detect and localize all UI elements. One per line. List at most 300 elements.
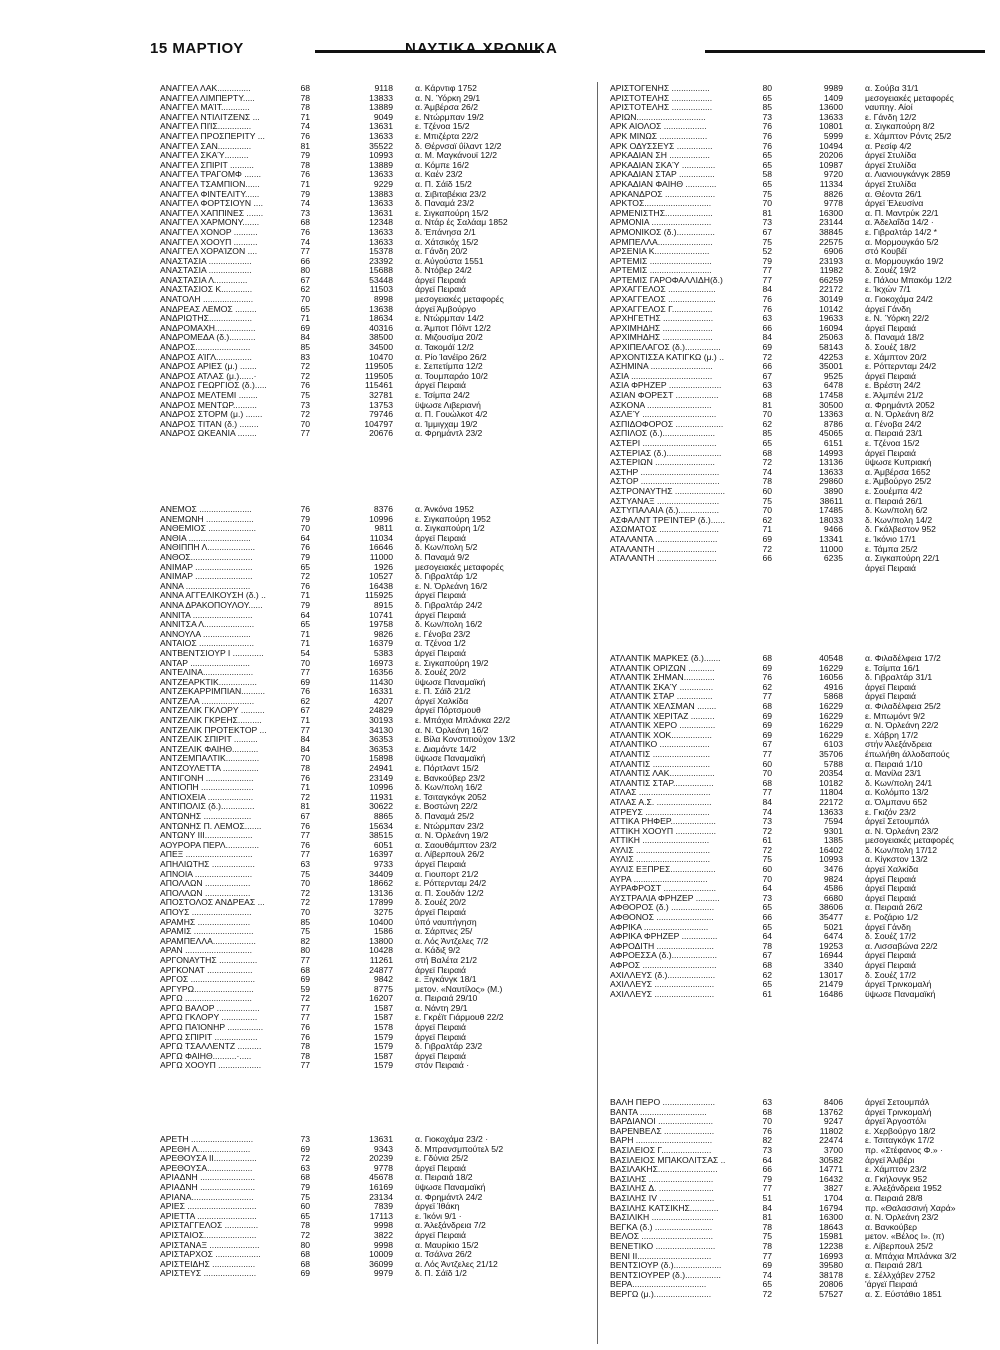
ship-status: α. Τουμπαράο 10/2 bbox=[415, 370, 488, 381]
ship-name: ΑΥΡΑΦΡΟΣΤ ...................... bbox=[610, 883, 716, 894]
build-year: 64 bbox=[762, 931, 772, 942]
ship-status: α. Γιοκοχάμα 23/2 · bbox=[415, 1134, 489, 1144]
tonnage: 20354 bbox=[819, 768, 843, 779]
tonnage: 10494 bbox=[819, 140, 843, 151]
ship-status: άργεϊ Πειραιά bbox=[415, 284, 466, 295]
tonnage: 13883 bbox=[369, 188, 393, 199]
tonnage: 8826 bbox=[823, 188, 843, 199]
ship-name: ΑΤΛΑΣ .............................. bbox=[610, 787, 711, 798]
tonnage: 42253 bbox=[819, 351, 843, 362]
tonnage: 6474 bbox=[823, 931, 843, 942]
ship-name: ΑΝΑΣΤΑΣΙΑ .................. bbox=[160, 265, 252, 276]
ship-name: ΑΤΛΑΝΤΙΚ ΧΕΡΙΤΑΖ .......... bbox=[610, 710, 715, 721]
ship-name: ΑΡΚΑΔΙΑΝ ΣΚΑΎ .............. bbox=[610, 159, 716, 170]
ship-name: ΑΝΤΙΓΟΝΗ .................... bbox=[160, 772, 254, 783]
ship-status: δ. Κων/πολη 16/2 bbox=[415, 619, 483, 630]
ship-status: ϋψωσε Παναμαϊκή bbox=[415, 1181, 486, 1192]
ship-entry-row bbox=[160, 1061, 590, 1071]
ship-status: άργεϊ Τρινκομαλή bbox=[865, 1106, 932, 1117]
tonnage: 5999 bbox=[823, 130, 843, 141]
ship-status: α. Άμποτ Πόϊντ 12/2 bbox=[415, 322, 491, 333]
tonnage: 12238 bbox=[819, 1240, 843, 1251]
tonnage: 23144 bbox=[819, 217, 843, 228]
ship-status: ϋψωσε Κυπριακή bbox=[865, 457, 932, 468]
ship-name: ΑΝΤΩΝΗΣ .................... bbox=[160, 811, 252, 821]
ship-status: ε. Ροζάριο 1/2 bbox=[865, 912, 919, 923]
ship-list-block bbox=[610, 84, 995, 573]
tonnage: 1704 bbox=[823, 1192, 843, 1203]
ship-name: ΑΤΤΙΚΗ ΧΟΟΥΠ ................. bbox=[610, 825, 717, 836]
build-year: 76 bbox=[300, 226, 310, 237]
ship-name: ΑΡΓΥΡΩ......................... bbox=[160, 983, 254, 994]
ship-name: ΑΝΙΜΑΡ ........................ bbox=[160, 571, 253, 582]
tonnage: 34409 bbox=[369, 868, 393, 879]
ship-status: α. Φιλαδέλφεια 17/2 bbox=[865, 653, 941, 663]
tonnage: 53448 bbox=[369, 274, 393, 285]
ship-name: ΑΡΑΜΗΣ ...................... bbox=[160, 916, 251, 927]
ship-name: ΑΝΕΜΟΣ ...................... bbox=[160, 504, 252, 514]
ship-status: α. Πειραιά 28/8 bbox=[865, 1192, 923, 1203]
build-year: 69 bbox=[300, 974, 310, 985]
ship-status: α. Π. Σουδάν 12/2 bbox=[415, 887, 484, 898]
ship-status: δ. Π. Σάϊδ 1/2 bbox=[415, 1268, 467, 1279]
ship-status: δ. Παναμά 18/2 bbox=[865, 332, 925, 343]
ship-name: ΑΡΙΣΤΑΙΟΣ...................... bbox=[160, 1229, 257, 1240]
tonnage: 3275 bbox=[373, 906, 393, 917]
ship-name: ΑΝΝΟΥΛΑ .................... bbox=[160, 628, 251, 639]
ship-name: ΑΡΧΑΓΓΕΛΟΣ Γ................. bbox=[610, 303, 713, 314]
ship-name: ΑΤΛΑΝΤΙΚ ΧΟΚ................. bbox=[610, 729, 712, 740]
ship-status: ε. Ν. Όρλεάνη 16/2 bbox=[415, 580, 488, 591]
ship-status: α. Πειραιά 18/2 bbox=[415, 1172, 473, 1183]
build-year: 81 bbox=[300, 140, 310, 151]
ship-name: ΑΡΙΑΔΝΗ ....................... bbox=[160, 1181, 256, 1192]
build-year: 62 bbox=[762, 418, 772, 429]
build-year: 76 bbox=[300, 580, 310, 591]
ship-name: ΑΣΤΗΡ ................................. bbox=[610, 466, 720, 477]
tonnage: 1578 bbox=[373, 1022, 393, 1033]
tonnage: 13631 bbox=[369, 207, 393, 218]
build-year: 69 bbox=[762, 342, 772, 353]
ship-name: ΑΤΑΛΑΝΤΑ .......................... bbox=[610, 533, 718, 544]
build-year: 82 bbox=[300, 935, 310, 946]
build-year: 85 bbox=[762, 102, 772, 113]
ship-status: ε. Άμβούργο 25/2 bbox=[865, 476, 932, 487]
tonnage: 5868 bbox=[823, 691, 843, 702]
build-year: 65 bbox=[762, 921, 772, 932]
tonnage: 8406 bbox=[823, 1097, 843, 1107]
build-year: 69 bbox=[762, 720, 772, 731]
ship-status: άργεϊ Πειραιά bbox=[865, 950, 916, 961]
build-year: 74 bbox=[762, 466, 772, 477]
column-divider bbox=[597, 82, 598, 1344]
ship-status: α. Μανίλα 23/1 bbox=[865, 768, 922, 779]
tonnage: 10142 bbox=[819, 303, 843, 314]
ship-status: ε. Σιγκαπούρη 19/2 bbox=[415, 657, 489, 668]
build-year: 72 bbox=[762, 1288, 772, 1299]
build-year: 69 bbox=[300, 1268, 310, 1279]
ship-name: ΑΝΤΑΙΟΣ ....................... bbox=[160, 638, 254, 649]
build-year: 85 bbox=[300, 916, 310, 927]
tonnage: 1385 bbox=[823, 835, 843, 846]
ship-status: α. Κολόμπο 13/2 bbox=[865, 787, 929, 798]
build-year: 69 bbox=[300, 676, 310, 687]
build-year: 67 bbox=[762, 226, 772, 237]
ship-name: ΑΦΘΟΝΟΣ ........................ bbox=[610, 912, 714, 923]
tonnage: 13633 bbox=[819, 806, 843, 817]
build-year: 75 bbox=[762, 495, 772, 506]
build-year: 63 bbox=[300, 858, 310, 869]
tonnage: 16207 bbox=[369, 993, 393, 1004]
tonnage: 3476 bbox=[823, 864, 843, 875]
ship-status: α. Μ. Μαγκάνουϊ 12/2 bbox=[415, 150, 498, 161]
ship-name: ΑΤΑΛΑΝΤΗ ......................... bbox=[610, 543, 717, 554]
tonnage: 16646 bbox=[369, 542, 393, 553]
ship-name: ΑΝΤΙΟΧΕΙΑ ................... bbox=[160, 791, 254, 802]
build-year: 63 bbox=[762, 380, 772, 391]
tonnage: 9778 bbox=[823, 198, 843, 209]
ship-status: α. Άμβέρσα 1652 bbox=[865, 466, 931, 477]
ship-status: άργεϊ Πειραιά bbox=[865, 322, 916, 333]
tonnage: 13017 bbox=[819, 969, 843, 980]
build-year: 72 bbox=[762, 351, 772, 362]
ship-name: ΑΡΓΩ ΣΠΙΡΙΤ .................. bbox=[160, 1031, 258, 1042]
ship-status: ε. Ξιγκάνγκ 18/1 bbox=[415, 974, 477, 985]
ship-name: ΒΑΡΔΙΑΝΟΙ ....................... bbox=[610, 1116, 713, 1127]
ship-status: α. Θέοντα 26/1 bbox=[865, 188, 922, 199]
ship-status: α. Τσάλνα 26/2 bbox=[415, 1249, 472, 1260]
tonnage: 1579 bbox=[373, 1031, 393, 1042]
tonnage: 13363 bbox=[819, 409, 843, 420]
tonnage: 14993 bbox=[819, 447, 843, 458]
ship-status: ε. Ίκόνιο 17/1 bbox=[865, 533, 916, 544]
build-year: 82 bbox=[762, 1135, 772, 1146]
tonnage: 119505 bbox=[364, 370, 393, 381]
build-year: 65 bbox=[762, 150, 772, 161]
tonnage: 9778 bbox=[373, 1162, 393, 1173]
build-year: 65 bbox=[762, 979, 772, 990]
tonnage: 34130 bbox=[369, 724, 393, 735]
tonnage: 15981 bbox=[819, 1231, 843, 1242]
tonnage: 3700 bbox=[823, 1144, 843, 1155]
build-year: 76 bbox=[300, 169, 310, 180]
ship-status: δ. Σουέζ 20/2 bbox=[415, 667, 467, 678]
build-year: 76 bbox=[762, 140, 772, 151]
build-year: 70 bbox=[300, 753, 310, 764]
tonnage: 10527 bbox=[369, 571, 393, 582]
tonnage: 13762 bbox=[819, 1106, 843, 1117]
tonnage: 22575 bbox=[819, 236, 843, 247]
build-year: 71 bbox=[300, 628, 310, 639]
tonnage: 16973 bbox=[369, 657, 393, 668]
tonnage: 13633 bbox=[819, 466, 843, 477]
ship-name: ΑΝΤΖΕΛΙΚ ΓΚΡΕΗΣ.......... bbox=[160, 715, 262, 726]
ship-name: ΑΡΙΣΤΕΥΣ ...................... bbox=[160, 1268, 257, 1279]
tonnage: 9998 bbox=[373, 1239, 393, 1250]
ship-name: ΑΝΝΙΤΑ ......................... bbox=[160, 609, 253, 620]
tonnage: 18643 bbox=[819, 1221, 843, 1232]
build-year: 68 bbox=[762, 1106, 772, 1117]
ship-status: 'άργεϊ Πειραιά bbox=[865, 1279, 918, 1290]
build-year: 60 bbox=[762, 758, 772, 769]
build-year: 72 bbox=[300, 897, 310, 908]
tonnage: 36353 bbox=[369, 743, 393, 754]
ship-name: ΑΣΩΜΑΤΟΣ ......................... bbox=[610, 524, 719, 535]
build-year: 61 bbox=[762, 835, 772, 846]
ship-status: α. Ρίο Ίανέϊρο 26/2 bbox=[415, 351, 487, 362]
ship-name: ΒΕΛΟΣ .............................. bbox=[610, 1231, 714, 1242]
ship-status: άργεϊ Πειραιά bbox=[415, 532, 466, 543]
ship-status: άργεϊ Στυλίδα bbox=[865, 150, 917, 161]
build-year: 84 bbox=[762, 1202, 772, 1213]
ship-status: ε. Τζένοα 15/2 bbox=[865, 437, 920, 448]
ship-name: ΑΥΛΙΣ ΕΞΠΡΕΣ................... bbox=[610, 864, 716, 875]
ship-status: ε. Τσιταγκόγκ 17/2 bbox=[865, 1135, 935, 1146]
ship-name: ΑΡΣΕΝΙΑ Κ....................... bbox=[610, 246, 710, 257]
ship-status: δ. Σουέζ 18/2 bbox=[865, 342, 917, 353]
ship-status: α. Γιουπορτ 21/2 bbox=[415, 868, 479, 879]
build-year: 73 bbox=[300, 1134, 310, 1144]
tonnage: 8998 bbox=[373, 294, 393, 305]
ship-name: ΑΤΤΙΚΗ ............................ bbox=[610, 835, 710, 846]
tonnage: 6235 bbox=[823, 553, 843, 564]
ship-status: α. Γένοβα 24/2 bbox=[865, 418, 922, 429]
ship-name: ΑΝΑΓΓΕΛ ΧΟΝΟΡ .......... bbox=[160, 226, 258, 237]
build-year: 69 bbox=[762, 662, 772, 673]
tonnage: 16229 bbox=[819, 700, 843, 711]
ship-status: δ. Ντόβερ 24/2 bbox=[415, 265, 472, 276]
ship-name: ΑΡΚ ΑΙΟΛΟΣ .................. bbox=[610, 121, 707, 132]
ship-status: ε. Ν. Ύόρκη 22/2 bbox=[865, 313, 930, 324]
ship-name: ΑΦΡΟΣ ............................... bbox=[610, 960, 717, 970]
build-year: 77 bbox=[300, 954, 310, 965]
tonnage: 9118 bbox=[374, 83, 393, 93]
ship-name: ΑΡΓΩ ΤΣΑΛΛΕΝΤΖ .......... bbox=[160, 1041, 262, 1052]
build-year: 72 bbox=[300, 887, 310, 898]
ship-status: ε. Χερβούργο 18/2 bbox=[865, 1125, 936, 1136]
tonnage: 16229 bbox=[819, 720, 843, 731]
ship-name: ΒΕΝΤΣΙΟΥΡΕΡ (δ.)............... bbox=[610, 1269, 721, 1280]
tonnage: 23149 bbox=[369, 772, 393, 783]
tonnage: 22172 bbox=[819, 796, 843, 807]
build-year: 77 bbox=[762, 1250, 772, 1261]
ship-status: ε. Γδύνια 25/2 bbox=[415, 1153, 469, 1164]
ship-status: α. Σιγκαπούρη 22/1 bbox=[865, 553, 940, 564]
build-year: 70 bbox=[300, 294, 310, 305]
ship-name: ΑΡΚΑΝΔΡΟΣ ..................... bbox=[610, 188, 716, 199]
ship-status: άργεϊ Σετουμπάλ bbox=[865, 816, 930, 827]
ship-status: ε. Μπωμόντ 9/2 bbox=[865, 710, 926, 721]
ship-name: ΑΤΛΑΝΤΙΚ ΧΕΡΟ ............... bbox=[610, 720, 716, 731]
ship-status: α. Πειραιά 28/1 bbox=[865, 1260, 923, 1271]
build-year: 67 bbox=[762, 370, 772, 381]
ship-name: ΑΡΤΕΜΙΣ .......................... bbox=[610, 255, 712, 266]
ship-status: α. Π. Σάϊδ 15/2 bbox=[415, 178, 472, 189]
tonnage: 36353 bbox=[369, 734, 393, 745]
tonnage: 11334 bbox=[819, 178, 843, 189]
build-year: 84 bbox=[300, 743, 310, 754]
tonnage: 1579 bbox=[373, 1041, 393, 1052]
ship-name: ΑΡΜΕΝΙΣΤΗΣ.................... bbox=[610, 207, 713, 218]
build-year: 76 bbox=[300, 1022, 310, 1033]
ship-list-block bbox=[610, 654, 995, 999]
tonnage: 10993 bbox=[369, 150, 393, 161]
ship-name: ΒΑΡΗ ................................ bbox=[610, 1135, 713, 1146]
ship-status: ε. Π. Σάϊδ 21/2 bbox=[415, 686, 471, 697]
tonnage: 11804 bbox=[819, 787, 843, 798]
tonnage: 10400 bbox=[369, 916, 393, 927]
ship-status: δ. Σουέζ 19/2 bbox=[865, 265, 917, 276]
build-year: 76 bbox=[300, 772, 310, 783]
ship-status: α. Λίβερπουλ 26/2 bbox=[415, 849, 485, 860]
tonnage: 10009 bbox=[369, 1249, 393, 1260]
tonnage: 11261 bbox=[369, 954, 393, 965]
ship-status: ε. Μπιζέρτα 22/2 bbox=[415, 130, 479, 141]
build-year: 64 bbox=[300, 532, 310, 543]
tonnage: 10182 bbox=[819, 777, 843, 788]
build-year: 70 bbox=[300, 878, 310, 889]
tonnage: 1587 bbox=[373, 1050, 393, 1061]
build-year: 72 bbox=[300, 571, 310, 582]
tonnage: 23392 bbox=[369, 255, 393, 266]
ship-name: ΑΝΑΓΓΕΛ ΧΑΡΜΟΝΥ....... bbox=[160, 217, 260, 228]
tonnage: 38845 bbox=[819, 226, 843, 237]
ship-status: δ. Παναμά 9/2 bbox=[415, 551, 470, 562]
ship-name: ΑΠΕΞ ............................ bbox=[160, 849, 253, 860]
ship-status: ε. Ρόττερνταμ 24/2 bbox=[415, 878, 487, 889]
ship-status: ε. Ρόττερνταμ 24/2 bbox=[865, 361, 937, 372]
tonnage: 23193 bbox=[819, 255, 843, 266]
ship-name: ΑΡΓΩ ΓΚΛΟΡΥ ............... bbox=[160, 1012, 258, 1023]
tonnage: 16331 bbox=[369, 686, 393, 697]
ship-name: ΑΣΗΜΙΝΑ .......................... bbox=[610, 361, 713, 372]
ship-status: α. Πειραιά 23/1 bbox=[865, 428, 923, 439]
build-year: 59 bbox=[300, 983, 310, 994]
ship-status: α. Καέν 23/2 bbox=[415, 169, 463, 180]
tonnage: 5021 bbox=[823, 921, 843, 932]
ship-name: ΑΝΑΓΓΕΛ ΧΑΠΠΙΝΕΣ ....... bbox=[160, 207, 264, 218]
ship-status: άργεϊ Χαλκίδα bbox=[865, 864, 919, 875]
build-year: 72 bbox=[762, 543, 772, 554]
ship-status: ε. Χάμπτον 20/2 bbox=[865, 351, 927, 362]
ship-name: ΑΝΑΓΓΕΛ ΜΑΊΤ............ bbox=[160, 102, 250, 113]
build-year: 78 bbox=[300, 1050, 310, 1061]
tonnage: 30193 bbox=[369, 715, 393, 726]
ship-name: ΑΠΝΟΙΑ ........................ bbox=[160, 868, 253, 879]
build-year: 68 bbox=[300, 1172, 310, 1183]
tonnage: 1409 bbox=[823, 92, 843, 103]
ship-name: ΑΡΚΤΟΣ............................ bbox=[610, 198, 712, 209]
ship-status: ε. Γάνδη 12/2 bbox=[865, 111, 917, 122]
tonnage: 13136 bbox=[819, 457, 843, 468]
build-year: 75 bbox=[762, 1231, 772, 1242]
build-year: 79 bbox=[300, 1181, 310, 1192]
ship-status: άργεϊ Πειραιά bbox=[865, 873, 916, 884]
build-year: 79 bbox=[762, 1173, 772, 1184]
tonnage: 13136 bbox=[369, 887, 393, 898]
build-year: 70 bbox=[762, 505, 772, 516]
ship-name: ΑΤΛΑΝΤΙΣ ........................ bbox=[610, 758, 711, 769]
ship-name: ΑΟΥΡΟΡΑ ΠΕΡΛ.............. bbox=[160, 839, 260, 850]
ship-status: ε. Τζένοα 15/2 bbox=[415, 121, 470, 132]
ship-name: ΑΝΑΓΓΕΛ ΤΣΑΜΠΙΟΝ...... bbox=[160, 178, 260, 189]
build-year: 65 bbox=[762, 92, 772, 103]
ship-name: ΑΝΤΒΕΝΤΣΙΟΥΡ Ι ............. bbox=[160, 647, 264, 658]
tonnage: 104797 bbox=[364, 418, 393, 429]
tonnage: 11430 bbox=[369, 676, 393, 687]
ship-status: ε. Ντώρμπαν 23/2 bbox=[415, 820, 484, 831]
build-year: 73 bbox=[762, 816, 772, 827]
tonnage: 115461 bbox=[364, 380, 393, 391]
tonnage: 20239 bbox=[369, 1153, 393, 1164]
ship-name: ΒΕΡΓΩ (μ.)........................ bbox=[610, 1288, 712, 1299]
build-year: 81 bbox=[762, 207, 772, 218]
build-year: 68 bbox=[300, 1258, 310, 1269]
build-year: 68 bbox=[762, 447, 772, 458]
build-year: 71 bbox=[300, 782, 310, 793]
ship-name: ΒΑΣΙΛΗΣ ΚΑΤΣΙΚΗΣ............ bbox=[610, 1202, 719, 1213]
ship-name: ΑΣΤΟΡ ................................. bbox=[610, 476, 720, 487]
ship-status: α. Αύγούστα 1551 bbox=[415, 255, 484, 266]
tonnage: 45678 bbox=[369, 1172, 393, 1183]
build-year: 65 bbox=[762, 159, 772, 170]
build-year: 71 bbox=[300, 111, 310, 122]
ship-name: ΑΡΧΙΠΕΛΑΓΟΣ (δ.)............... bbox=[610, 342, 721, 353]
build-year: 51 bbox=[762, 1192, 772, 1203]
build-year: 70 bbox=[300, 906, 310, 917]
tonnage: 40316 bbox=[369, 322, 393, 333]
tonnage: 15378 bbox=[369, 246, 393, 257]
ship-name: ΑΝΤΖΕΛΙΚ ΣΠΙΡΙΤ .......... bbox=[160, 734, 258, 745]
build-year: 80 bbox=[300, 265, 310, 276]
ship-status: άργεϊ Πειραιά bbox=[865, 691, 916, 702]
ship-name: ΒΑΛΗ ΠΕΡΟ ...................... bbox=[610, 1097, 716, 1107]
build-year: 72 bbox=[300, 409, 310, 420]
ship-status: ε. Σιγκαπούρη 15/2 bbox=[415, 207, 489, 218]
build-year: 70 bbox=[762, 768, 772, 779]
ship-name: ΒΕΝΤΣΙΟΥΡ (δ.).................... bbox=[610, 1260, 722, 1271]
ship-name: ΑΥΛΙΣ ............................... bbox=[610, 844, 711, 855]
ship-status: ε. Χάμπτον 23/2 bbox=[865, 1164, 927, 1175]
ship-status: α. Άδελαΐδα 14/2 · bbox=[865, 217, 934, 228]
ship-name: ΑΠΗΛΙΩΤΗΣ .................. bbox=[160, 858, 255, 869]
ship-status: άργεϊ Πειραιά bbox=[415, 274, 466, 285]
tonnage: 38606 bbox=[819, 902, 843, 913]
build-year: 69 bbox=[762, 533, 772, 544]
tonnage: 9824 bbox=[823, 873, 843, 884]
ship-status: άργεϊ Ίθάκη bbox=[415, 1201, 460, 1212]
ship-status: α. Ν. Όρλεάνη 16/2 bbox=[415, 724, 489, 735]
tonnage: 8865 bbox=[373, 811, 393, 821]
ship-name: ΑΡΕΘΟΥΣΑ ΙΙ.................. bbox=[160, 1153, 257, 1164]
ship-name: ΑΡΧΑΓΓΕΛΟΣ .................... bbox=[610, 284, 716, 295]
ship-status: δ. Κων/πολη 24/1 bbox=[865, 777, 933, 788]
ship-status: άργεϊ Πειραιά bbox=[865, 883, 916, 894]
ship-status: α. Όλμπανυ 652 bbox=[865, 796, 928, 807]
tonnage: 13753 bbox=[369, 399, 393, 410]
build-year: 65 bbox=[300, 619, 310, 630]
build-year: 68 bbox=[762, 700, 772, 711]
ship-name: ΑΝΑΓΓΕΛ ΛΑΚ.............. bbox=[160, 83, 251, 93]
build-year: 68 bbox=[300, 83, 310, 93]
tonnage: 1586 bbox=[373, 926, 393, 937]
ship-status: α. Μπάχια Μπλάνκα 3/2 bbox=[865, 1250, 957, 1261]
ship-status: α. Ν. Όρλεάνη 19/2 bbox=[415, 830, 489, 841]
ship-name: ΒΕΝΙ ΙΙ............................... bbox=[610, 1250, 712, 1261]
ship-status: ε. Διαμάντε 14/2 bbox=[415, 743, 477, 754]
ship-name: ΑΡΑΝ ............................ bbox=[160, 945, 253, 956]
ship-name: ΒΑΣΙΛΗΣ ΙV ....................... bbox=[610, 1192, 715, 1203]
